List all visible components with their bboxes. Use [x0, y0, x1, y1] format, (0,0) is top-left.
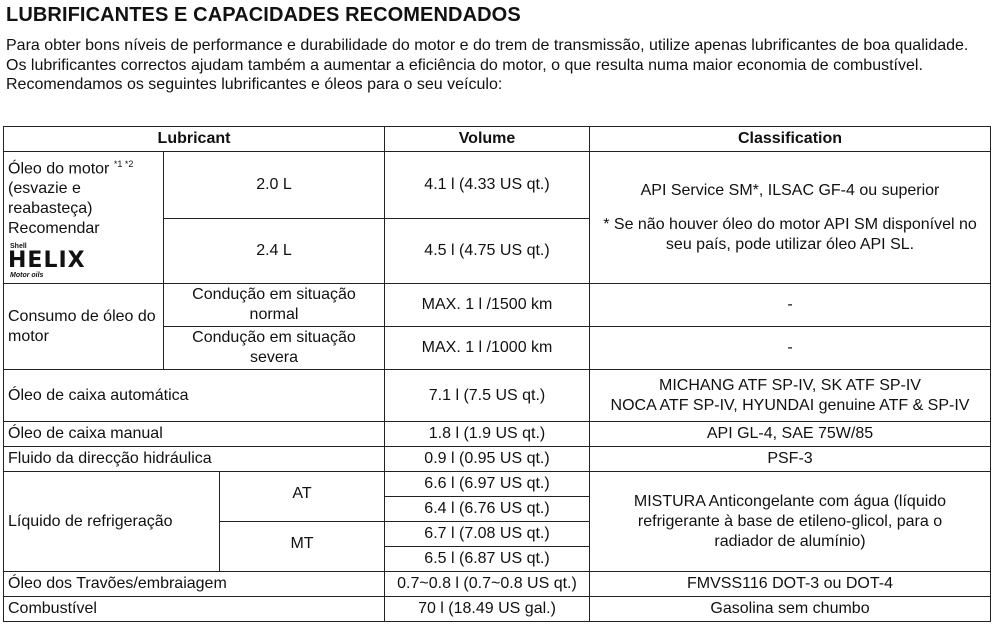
oil-consumption-label: Consumo de óleo do motor: [4, 284, 164, 370]
engine-oil-footnote-marks: *1 *2: [113, 159, 134, 169]
intro-paragraph-2: Recomendamos os seguintes lubrificantes e óleos para o seu veículo:: [6, 76, 503, 93]
manual-trans-label: Óleo de caixa manual: [4, 422, 385, 447]
oil-consumption-class-normal: -: [590, 284, 991, 327]
page-title: LUBRIFICANTES E CAPACIDADES RECOMENDADOS: [6, 4, 521, 26]
auto-trans-classification: [590, 370, 991, 422]
table-row: [4, 370, 991, 422]
intro-text: [6, 36, 990, 95]
intro-paragraph-1: Para obter bons níveis de performance e durabilidade do motor e do trem de transmissão, utilize apenas lubrificantes de boa qualidade. Os lubrificantes correctos ajudam também a aumentar a eficiência do motor, o que resulta numa maior economia de combustível.: [6, 37, 969, 74]
auto-trans-label: Óleo de caixa automática: [4, 370, 385, 422]
header-classification: Classification: [590, 127, 991, 152]
table-row: [4, 572, 991, 597]
table-header-row: [4, 127, 991, 152]
logo-helix-text: HELIX: [8, 248, 86, 274]
table-row: [4, 447, 991, 472]
brake-clutch-classification: FMVSS116 DOT-3 ou DOT-4: [590, 572, 991, 597]
header-volume: Volume: [385, 127, 590, 152]
table-row: [4, 472, 991, 497]
lubricants-table: [3, 126, 991, 622]
coolant-at-volume-2: 6.4 l (6.76 US qt.): [385, 497, 590, 522]
power-steering-volume: 0.9 l (0.95 US qt.): [385, 447, 590, 472]
table-row: [4, 422, 991, 447]
manual-trans-classification: API GL-4, SAE 75W/85: [590, 422, 991, 447]
coolant-at-label: AT: [220, 472, 385, 522]
fuel-classification: Gasolina sem chumbo: [590, 597, 991, 622]
brake-clutch-label: Óleo dos Travões/embraiagem: [4, 572, 385, 597]
oil-consumption-volume-severe: MAX. 1 l /1000 km: [385, 327, 590, 370]
engine-oil-spec-2-0: 2.0 L: [164, 152, 385, 219]
brake-clutch-volume: 0.7~0.8 l (0.7~0.8 US qt.): [385, 572, 590, 597]
header-lubricant: Lubricant: [4, 127, 385, 152]
engine-oil-class-line1: API Service SM*, ILSAC GF-4 ou superior: [640, 181, 940, 199]
fuel-volume: 70 l (18.49 US gal.): [385, 597, 590, 622]
auto-trans-class-line2: NOCA ATF SP-IV, HYUNDAI genuine ATF & SP-IV: [610, 396, 970, 414]
engine-oil-spec-2-4: 2.4 L: [164, 218, 385, 284]
power-steering-label: Fluido da direcção hidráulica: [4, 447, 385, 472]
engine-oil-class-line2: * Se não houver óleo do motor API SM disponível no seu país, pode utilizar óleo API SL.: [603, 215, 977, 253]
power-steering-classification: PSF-3: [590, 447, 991, 472]
fuel-label: Combustível: [4, 597, 385, 622]
oil-consumption-class-severe: -: [590, 327, 991, 370]
table-row: [4, 152, 991, 219]
coolant-classification: MISTURA Anticongelante com água (líquido refrigerante à base de etileno-glicol, para o radiador de alumínio): [590, 472, 991, 572]
engine-oil-label-cell: [4, 152, 164, 284]
auto-trans-class-line1: MICHANG ATF SP-IV, SK ATF SP-IV: [659, 376, 921, 394]
oil-consumption-volume-normal: MAX. 1 l /1500 km: [385, 284, 590, 327]
coolant-mt-label: MT: [220, 522, 385, 572]
auto-trans-volume: 7.1 l (7.5 US qt.): [385, 370, 590, 422]
table-row: [4, 284, 991, 327]
logo-motor-oils-text: Motor oils: [10, 272, 44, 280]
oil-consumption-spec-normal: Condução em situação normal: [164, 284, 385, 327]
table-row: [4, 597, 991, 622]
engine-oil-volume-2-0: 4.1 l (4.33 US qt.): [385, 152, 590, 219]
coolant-mt-volume-2: 6.5 l (6.87 US qt.): [385, 547, 590, 572]
engine-oil-classification: [590, 152, 991, 284]
manual-trans-volume: 1.8 l (1.9 US qt.): [385, 422, 590, 447]
engine-oil-label-rest: (esvazie e reabasteça) Recomendar: [8, 180, 100, 238]
oil-consumption-spec-severe: Condução em situação severa: [164, 327, 385, 370]
logo-shell-text: Shell: [10, 243, 27, 251]
engine-oil-label: Óleo do motor: [8, 160, 110, 178]
shell-helix-logo: [8, 243, 86, 279]
coolant-label: Líquido de refrigeração: [4, 472, 220, 572]
coolant-at-volume-1: 6.6 l (6.97 US qt.): [385, 472, 590, 497]
coolant-mt-volume-1: 6.7 l (7.08 US qt.): [385, 522, 590, 547]
engine-oil-volume-2-4: 4.5 l (4.75 US qt.): [385, 218, 590, 284]
